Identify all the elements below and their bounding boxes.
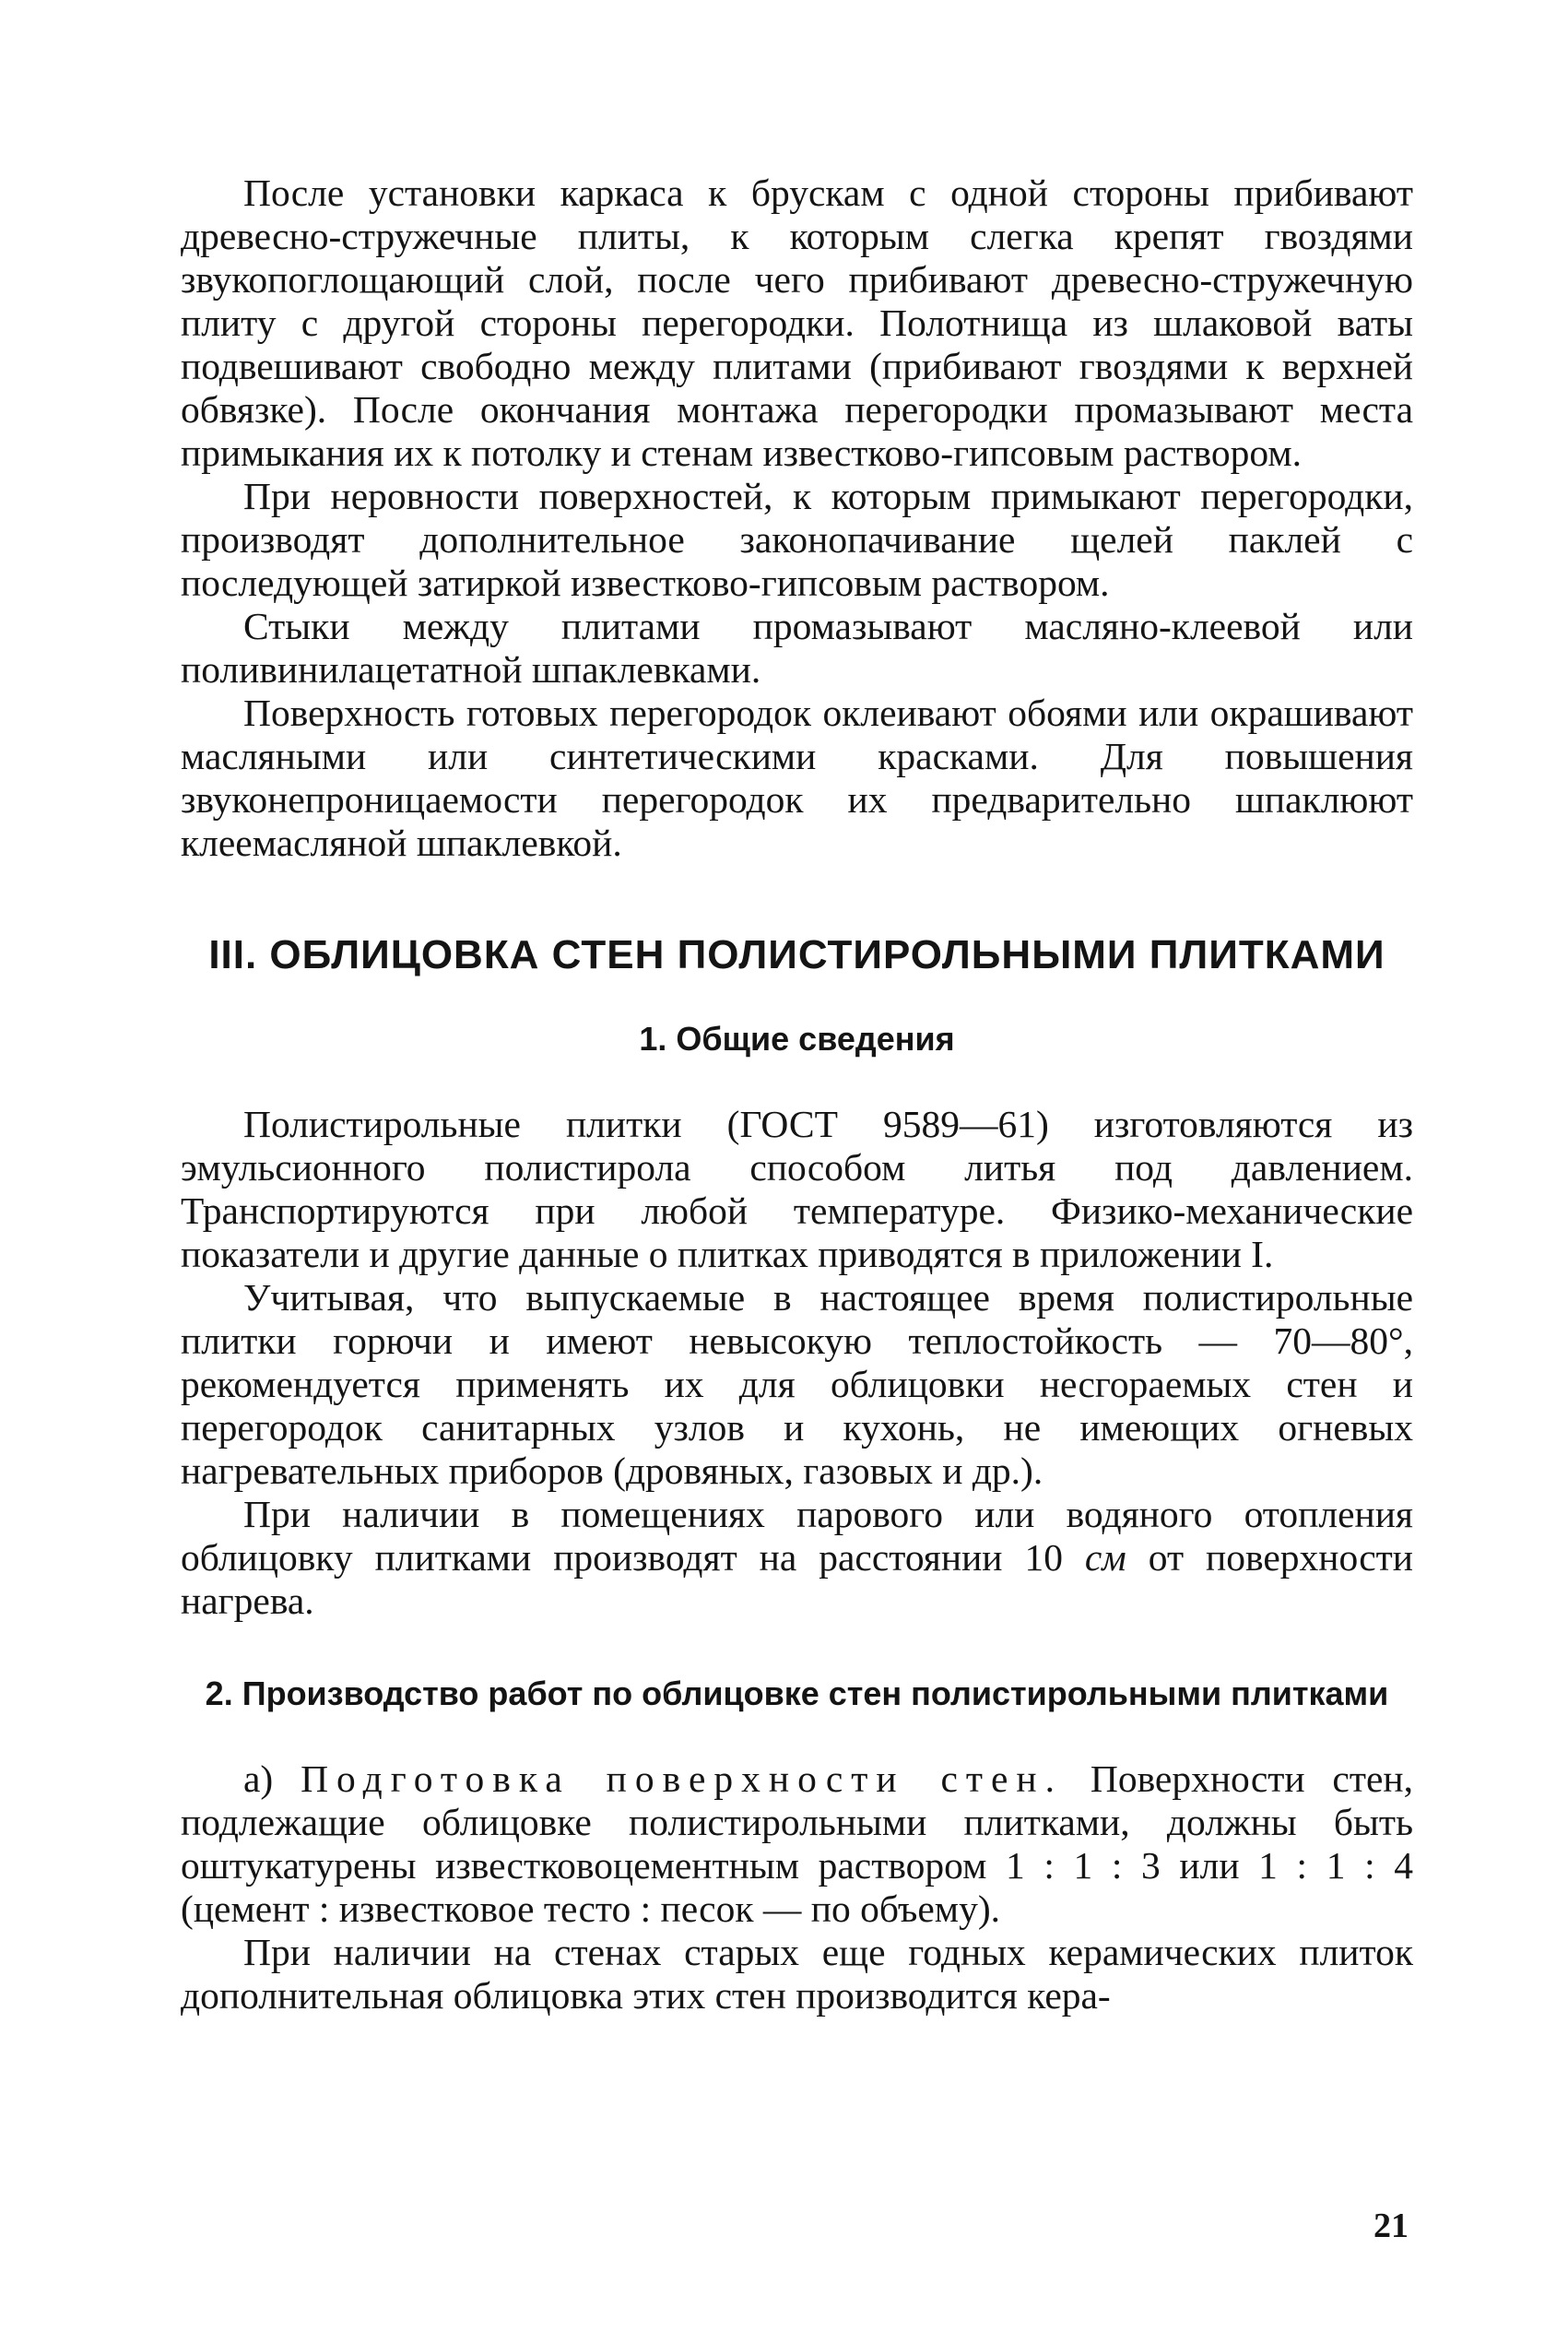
- paragraph-finishing: Поверхность готовых перегородок оклеивают обоями или окрашивают масляными или синтетическими красками. Для повышения звуконепроницаемости перегородок их предварительно шпаклюют клеемасляной шпаклевкой.: [181, 692, 1413, 864]
- page-number: 21: [1373, 2207, 1409, 2245]
- text-fragment: от поверхности нагрева.: [181, 1536, 1414, 1622]
- subsection-title-works: 2. Производство работ по облицовке стен полистирольными плитками: [205, 1674, 1389, 1712]
- page-body: [181, 172, 1413, 2017]
- paragraph-flammability: Учитывая, что выпускаемые в настоящее время полистирольные плитки горючи и имеют невысокую теплостойкость — 70—80°, рекомендуется применять их для облицовки несгораемых стен и перегородок санитарных узлов и кухонь, не имеющих огневых нагревательных приборов (дровяных, газовых и др.).: [181, 1276, 1413, 1492]
- paragraph-joints: Стыки между плитами промазывают масляно-клеевой или поливинилацетатной шпаклевками.: [181, 605, 1413, 691]
- item-prefix: а): [243, 1757, 301, 1800]
- paragraph-uneven-surfaces: При неровности поверхностей, к которым примыкают перегородки, производят дополнительное законопачивание щелей паклей с последующей затиркой известково-гипсовым раствором.: [181, 475, 1413, 604]
- text-fragment: При наличии в помещениях парового или водяного отопления облицовку плитками производят на расстоянии 10: [181, 1493, 1413, 1579]
- spaced-heading: Подготовка поверхности стен.: [301, 1757, 1064, 1800]
- paragraph-tiles-gost: Полистирольные плитки (ГОСТ 9589—61) изготовляются из эмульсионного полистирола способом литья под давлением. Транспортируются при любой температуре. Физико-механические показатели и другие данные о плитках приводятся в приложении I.: [181, 1103, 1413, 1275]
- text-fragment: Поверхности стен, подлежащие облицовке полистирольными плитками, должны быть оштукатурены известковоцементным раствором 1 : 1 : 3 или 1 : 1 : 4 (цемент : известковое тесто : песок — по объему).: [181, 1757, 1413, 1930]
- paragraph-frame-mounting: После установки каркаса к брускам с одной стороны прибивают древесно-стружечные плиты, к которым слегка крепят гвоздями звукопоглощающий слой, после чего прибивают древесно-стружечную плиту с другой стороны перегородки. Полотнища из шлаковой ваты подвешивают свободно между плитами (прибивают гвоздями к верхней обвязке). После окончания монтажа перегородки промазывают места примыкания их к потолку и стенам известково-гипсовым раствором.: [181, 172, 1413, 474]
- section-title: III. ОБЛИЦОВКА СТЕН ПОЛИСТИРОЛЬНЫМИ ПЛИТКАМИ: [208, 932, 1385, 977]
- paragraph-surface-preparation: [181, 1757, 1413, 1931]
- paragraph-old-ceramic-tiles: При наличии на стенах старых еще годных керамических плиток дополнительная облицовка этих стен производится кера-: [181, 1931, 1413, 2017]
- unit-cm: см: [1084, 1536, 1126, 1579]
- paragraph-heating-distance: [181, 1493, 1413, 1623]
- subsection-title-general: 1. Общие сведения: [639, 1020, 955, 1058]
